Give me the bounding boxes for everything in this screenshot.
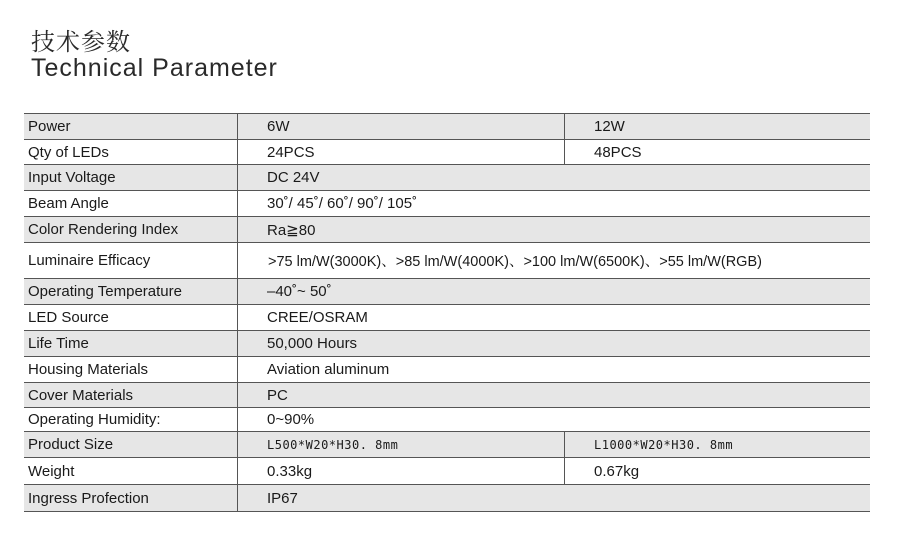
spec-value: Ra≧80 (267, 221, 316, 239)
spec-value: CREE/OSRAM (267, 309, 368, 326)
page-title-chinese: 技术参数 (31, 28, 131, 56)
spec-row-qty-leds (24, 140, 870, 165)
spec-label: Qty of LEDs (24, 140, 238, 164)
spec-label: Weight (24, 458, 238, 484)
spec-row-led-source (24, 305, 870, 331)
spec-value-12w: L1000*W20*H30. 8mm (594, 437, 734, 452)
spec-value-6w: 0.33kg (238, 458, 565, 484)
spec-value: 30˚/ 45˚/ 60˚/ 90˚/ 105˚ (267, 195, 418, 212)
spec-row-input-voltage (24, 165, 870, 191)
spec-value: 0~90% (267, 411, 315, 428)
spec-label: Cover Materials (24, 383, 238, 407)
spec-label: Operating Humidity: (24, 408, 238, 431)
spec-label: Life Time (24, 331, 238, 356)
spec-value-12w: 48PCS (594, 143, 642, 161)
spec-label: Product Size (24, 432, 238, 457)
spec-row-ingress-protection (24, 485, 870, 512)
spec-label: Beam Angle (24, 191, 238, 216)
spec-value: 50,000 Hours (267, 335, 358, 352)
spec-value: IP67 (267, 489, 298, 507)
page-title-english: Technical Parameter (31, 54, 278, 82)
spec-value: PC (267, 386, 288, 404)
spec-table (24, 113, 870, 512)
spec-label: Housing Materials (24, 357, 238, 382)
spec-value: DC 24V (267, 169, 320, 186)
spec-row-power (24, 114, 870, 140)
spec-value: Aviation aluminum (267, 361, 390, 378)
spec-label: Luminaire Efficacy (24, 243, 238, 278)
spec-row-cover-materials (24, 383, 870, 408)
spec-row-operating-temperature (24, 279, 870, 305)
spec-row-luminaire-efficacy (24, 243, 870, 279)
spec-row-beam-angle (24, 191, 870, 217)
spec-row-operating-humidity (24, 408, 870, 432)
spec-row-life-time (24, 331, 870, 357)
spec-label: Power (24, 114, 238, 139)
spec-value-6w: 6W (238, 114, 565, 139)
spec-row-weight (24, 458, 870, 485)
spec-value-6w: L500*W20*H30. 8mm (238, 432, 565, 457)
spec-value: >75 lm/W(3000K)、>85 lm/W(4000K)、>100 lm/W(6500K)、>55 lm/W(RGB) (268, 254, 762, 270)
spec-value-6w: 24PCS (238, 140, 565, 164)
spec-label: Color Rendering Index (24, 217, 238, 242)
spec-value-12w: 12W (594, 118, 625, 135)
spec-label: Input Voltage (24, 165, 238, 190)
spec-row-product-size (24, 432, 870, 458)
spec-label: Ingress Profection (24, 485, 238, 511)
spec-row-housing-materials (24, 357, 870, 383)
spec-value-12w: 0.67kg (594, 462, 640, 480)
spec-label: LED Source (24, 305, 238, 330)
spec-row-cri (24, 217, 870, 243)
spec-value: –40˚~ 50˚ (267, 283, 332, 300)
spec-label: Operating Temperature (24, 279, 238, 304)
